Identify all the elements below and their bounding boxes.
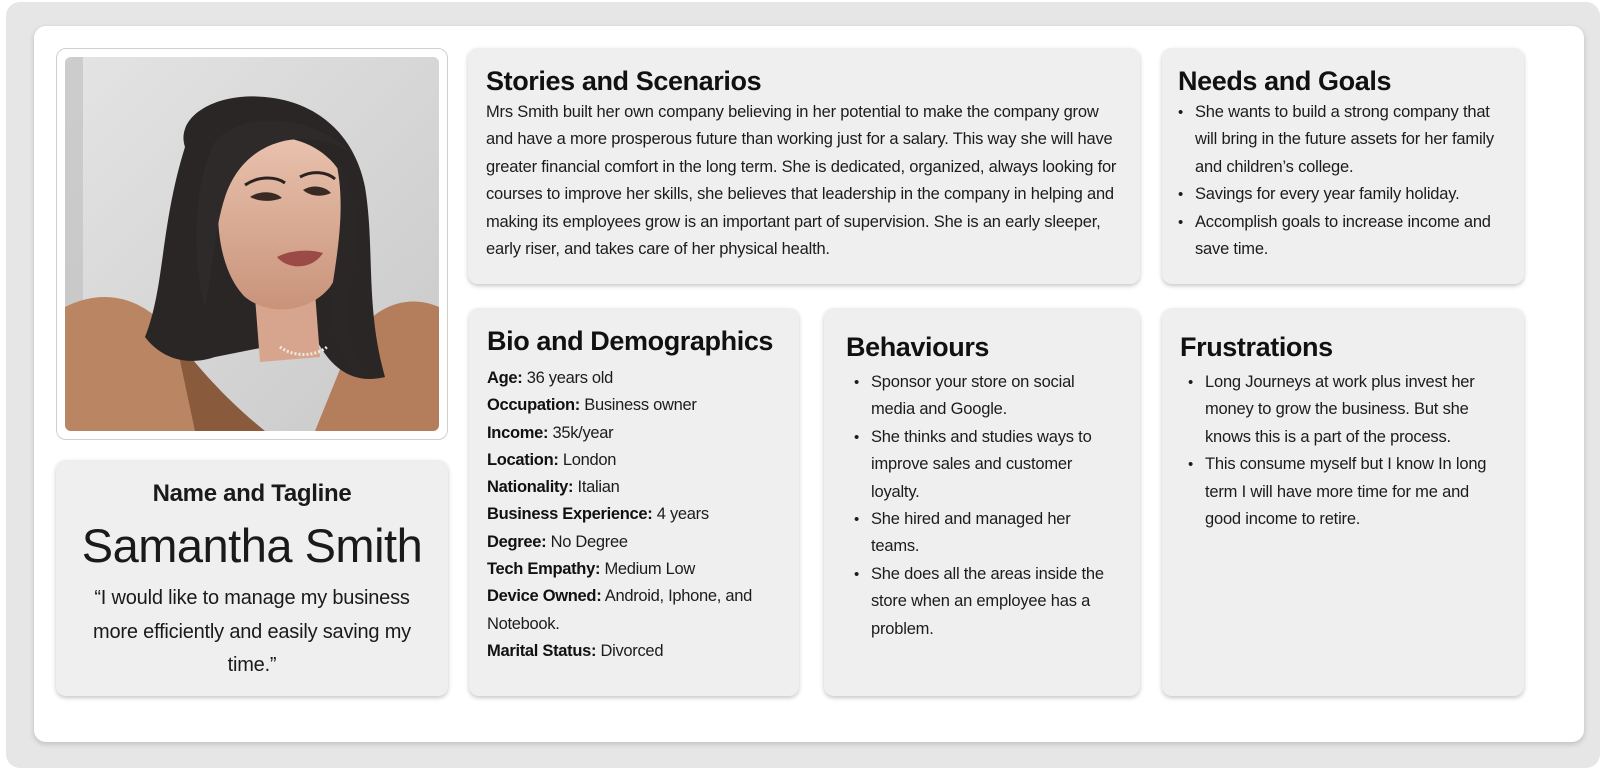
bio-row-nationality: Nationality: Italian [487, 478, 620, 497]
persona-tagline: “I would like to manage my business more efficiently and easily saving my time.” [93, 587, 411, 676]
behaviours-heading: Behaviours [846, 332, 990, 362]
name-tagline-heading: Name and Tagline [152, 480, 352, 507]
needs-goals-card [1162, 48, 1524, 284]
bio-row-occupation: Occupation: Business owner [487, 396, 697, 415]
list-item: • Accomplish goals to increase income and save time. [1178, 209, 1508, 264]
list-item: • She does all the areas inside the store when an employee has a problem. [854, 561, 1118, 643]
stories-text: Mrs Smith built her own company believing in her potential to make the company grow and have a more prosperous future than working just for a salary. This way she will have greater financial comfort in the long term. She is dedicated, organized, always looking for courses to improve her skills, she believes that leadership in the company in helping and making its employees grow is an important part of supervision. She is an early sleeper, early riser, and takes care of her physical health. [486, 103, 1117, 259]
list-item: • This consume myself but I know In long term I will have more time for me and good income to retire. [1188, 451, 1506, 533]
bio-row-marital-status: Marital Status: Divorced [487, 641, 664, 660]
list-item: • She wants to build a strong company that will bring in the future assets for her family and children’s college. [1178, 99, 1508, 181]
list-item: • She hired and managed her teams. [854, 506, 1118, 561]
bio-row-tech-empathy: Tech Empathy: Medium Low [487, 560, 695, 579]
stories-heading: Stories and Scenarios [486, 66, 762, 96]
frustrations-list [1180, 369, 1506, 533]
stories-card [468, 48, 1140, 284]
persona-board [34, 26, 1584, 742]
profile-photo-frame [56, 48, 448, 440]
needs-goals-heading: Needs and Goals [1178, 66, 1392, 96]
frustrations-heading: Frustrations [1180, 332, 1333, 362]
bio-row-business-experience: Business Experience: 4 years [487, 505, 709, 524]
bio-demographics-card [469, 308, 799, 696]
behaviours-card [824, 308, 1140, 696]
bio-row-device-owned: Device Owned: Android, Iphone, and Notebook. [487, 587, 752, 633]
behaviours-list [846, 369, 1118, 643]
bio-row-income: Income: 35k/year [487, 423, 614, 442]
bio-row-degree: Degree: No Degree [487, 532, 628, 551]
outer-frame [6, 2, 1600, 768]
list-item: • Savings for every year family holiday. [1178, 181, 1508, 208]
persona-name: Samantha Smith [81, 519, 423, 572]
list-item: • Sponsor your store on social media and Google. [854, 369, 1118, 424]
frustrations-card [1162, 308, 1524, 696]
bio-row-location: Location: London [487, 450, 617, 469]
name-tagline-card [56, 460, 448, 696]
profile-photo [65, 57, 439, 431]
profile-photo-illustration [65, 57, 439, 431]
list-item: • Long Journeys at work plus invest her money to grow the business. But she knows this is a part of the process. [1188, 369, 1506, 451]
bio-list [487, 365, 781, 665]
bio-heading: Bio and Demographics [487, 326, 774, 356]
list-item: • She thinks and studies ways to improve sales and customer loyalty. [854, 424, 1118, 506]
needs-goals-list [1178, 99, 1508, 263]
bio-row-age: Age: 36 years old [487, 369, 614, 387]
